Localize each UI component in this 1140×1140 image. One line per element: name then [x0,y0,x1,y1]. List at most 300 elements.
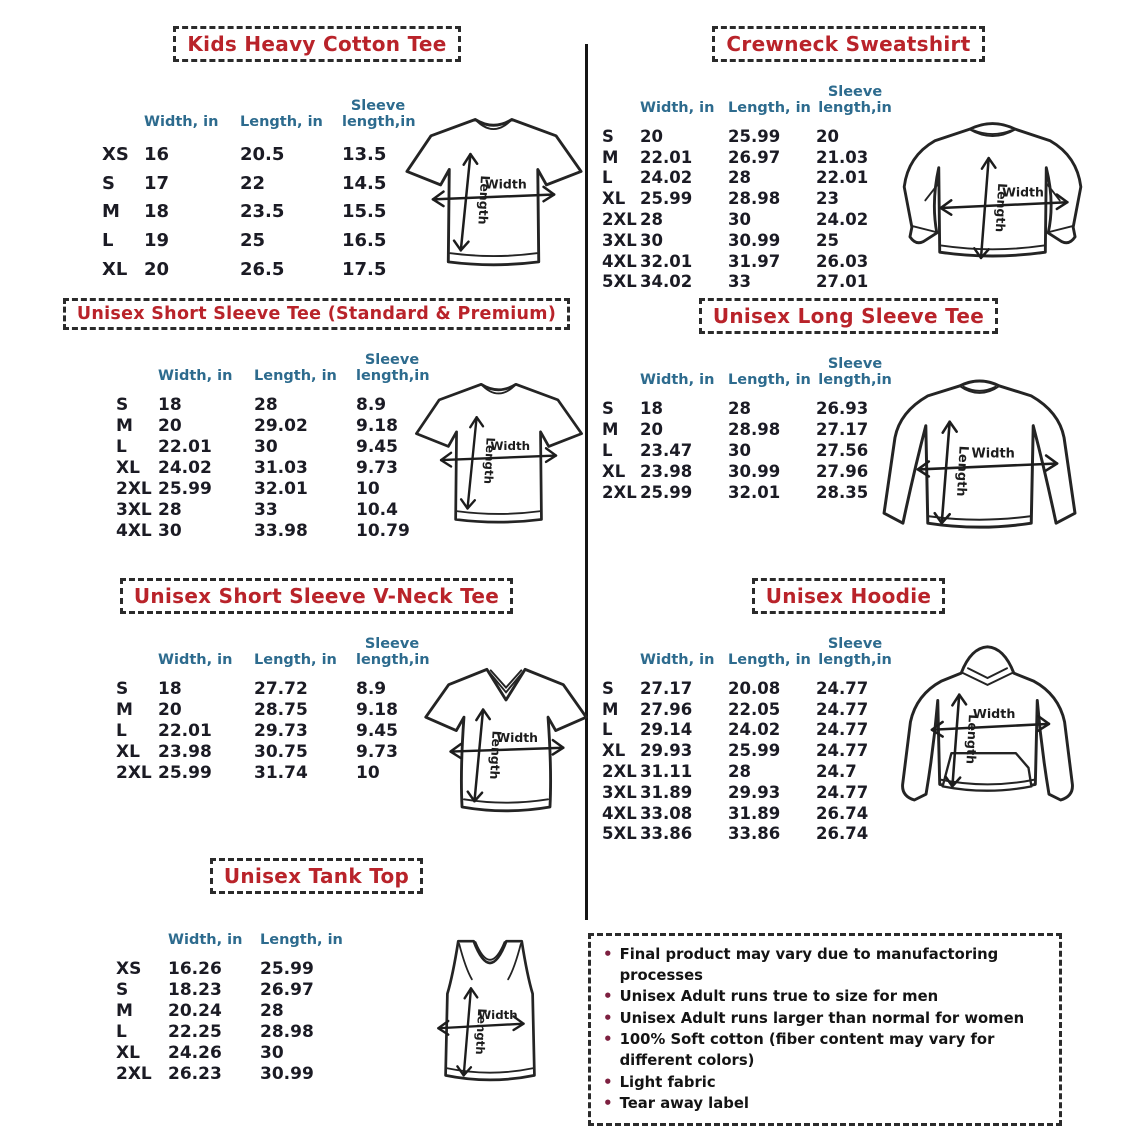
measurement-value: 28 [728,168,751,188]
size-row [602,272,894,293]
measurement-value: 30 [158,520,182,541]
measurement-value: 27.17 [640,678,693,698]
table-header-row [602,622,894,678]
size-table [116,338,428,541]
column-header: Sleeve length,in [818,635,892,668]
size-row [116,415,428,436]
garment-outline [407,119,581,264]
note-item [603,944,1047,986]
measurement-value: 20 [158,415,182,436]
section-title: Kids Heavy Cotton Tee [173,26,460,62]
measurement-value: 25.99 [640,189,693,209]
width-label: Width [1002,184,1044,200]
measurement-value: 26.74 [816,803,869,823]
measurement-value: 24.77 [816,720,869,740]
measurement-value: 28.98 [728,420,781,439]
measurement-value: 20.5 [240,143,285,165]
sweatshirt-drawing [880,112,1106,280]
section-unisex-short-sleeve-tee [58,298,575,542]
section-title: Crewneck Sweatshirt [712,26,984,62]
bullet-icon: • [603,1093,613,1112]
note-text: Light fabric [619,1073,716,1091]
measurement-value: 28 [640,210,663,230]
measurement-value: 23 [816,189,839,209]
section-content [596,342,1101,556]
column-header: Width, in [640,99,715,116]
measurement-value: 26.23 [168,1063,222,1084]
measurement-value: 20.08 [728,678,781,698]
size-row [102,198,414,227]
long-sleeve-tee-drawing [864,372,1102,556]
column-header: Width, in [168,931,243,948]
tank-top-drawing [422,930,558,1102]
size-row [602,699,894,720]
size-label: 2XL [602,210,637,230]
size-label: XL [102,259,128,281]
size-row [602,147,894,168]
table-header-row [602,70,894,126]
measurement-value: 21.03 [816,147,869,167]
size-label: L [116,436,127,457]
size-row [602,740,894,761]
measurement-value: 29.14 [640,720,693,740]
bullet-icon: • [603,1072,613,1091]
size-label: 2XL [116,1063,152,1084]
size-row [116,499,428,520]
size-label: S [102,172,115,194]
size-row [602,230,894,251]
section-content [596,70,1101,292]
tshirt-drawing [410,370,588,542]
hoodie-drawing [872,640,1104,840]
measurement-value: 29.73 [254,720,308,741]
size-row [602,482,894,503]
measurement-value: 18 [158,678,182,699]
table-header-row [116,338,428,394]
column-header: Sleeve length,in [818,83,892,116]
width-label: Width [490,439,531,454]
size-row [602,761,894,782]
size-label: M [602,699,619,719]
measurement-value: 13.5 [342,143,387,165]
measurement-value: 18 [158,394,182,415]
size-row [116,678,428,699]
size-row [116,478,428,499]
measurement-value: 25.99 [260,958,314,979]
measurement-value: 31.03 [254,457,308,478]
section-kids-heavy-cotton-tee [62,26,572,284]
measurement-value: 28 [728,399,751,418]
measurement-value: 27.96 [816,462,869,481]
length-label: Length [992,182,1011,233]
size-row [602,126,894,147]
size-row [116,457,428,478]
size-label: 2XL [602,483,637,502]
measurement-value: 22.25 [168,1021,222,1042]
measurement-value: 27.56 [816,441,869,460]
bullet-icon: • [603,1008,613,1027]
measurement-value: 20 [144,259,170,281]
size-table [602,622,894,844]
size-label: L [602,720,613,740]
size-row [116,741,428,762]
measurement-value: 24.77 [816,699,869,719]
measurement-value: 22.01 [640,147,693,167]
size-row [116,958,370,979]
size-row [102,169,414,198]
size-row [602,720,894,741]
size-row [602,398,894,419]
size-row [116,762,428,783]
column-header: Width, in [144,113,219,130]
size-row [116,1042,370,1063]
garment-outline [904,124,1081,256]
size-table [116,622,428,783]
size-table [102,70,414,284]
size-label: XL [602,462,626,481]
size-label: 2XL [116,478,152,499]
measurement-value: 18.23 [168,979,222,1000]
measurement-value: 29.93 [640,741,693,761]
measurement-value: 10 [356,762,380,783]
size-label: 4XL [116,520,152,541]
measurement-value: 9.73 [356,741,398,762]
width-label: Width [484,176,527,192]
size-label: 5XL [602,824,637,844]
column-header: Length, in [240,113,323,130]
column-header: Sleeve length,in [356,635,430,668]
size-label: 3XL [116,499,152,520]
measurement-value: 8.9 [356,678,387,699]
measurement-value: 31.89 [728,803,781,823]
section-content [58,622,575,828]
measurement-value: 26.93 [816,399,869,418]
size-label: 4XL [602,803,637,823]
column-header: Width, in [158,651,233,668]
section-crewneck-sweatshirt [596,26,1101,292]
measurement-value: 17.5 [342,259,387,281]
measurement-value: 23.47 [640,441,693,460]
length-label: Length [481,437,498,485]
measurement-value: 16 [144,143,170,165]
measurement-value: 19 [144,230,170,252]
measurement-value: 22.05 [728,699,781,719]
measurement-value: 25.99 [158,478,212,499]
measurement-value: 31.11 [640,762,693,782]
measurement-value: 25 [240,230,266,252]
width-label: Width [496,730,539,745]
size-label: M [116,1000,133,1021]
bullet-icon: • [603,987,613,1006]
size-label: S [116,979,129,1000]
measurement-value: 30.75 [254,741,308,762]
size-row [102,140,414,169]
measurement-value: 18 [640,399,663,418]
measurement-value: 29.93 [728,782,781,802]
measurement-value: 26.97 [260,979,314,1000]
size-label: 3XL [602,782,637,802]
size-row [602,461,894,482]
note-text: Tear away label [619,1094,749,1112]
measurement-value: 27.01 [816,272,869,292]
measurement-value: 33.86 [728,824,781,844]
measurement-value: 20 [158,699,182,720]
note-text: 100% Soft cotton (fiber content may vary for different colors) [619,1031,995,1070]
size-label: XL [602,189,626,209]
bullet-icon: • [603,1030,613,1049]
column-header: Width, in [640,651,715,668]
column-header: Length, in [728,651,811,668]
measurement-value: 16.26 [168,958,222,979]
measurement-value: 28 [254,394,278,415]
measurement-value: 14.5 [342,172,387,194]
measurement-value: 22.01 [158,436,212,457]
measurement-value: 22.01 [816,168,869,188]
section-title: Unisex Tank Top [210,858,423,894]
table-header-row [116,902,370,958]
measurement-value: 28 [728,762,751,782]
note-item [603,1029,1047,1071]
size-label: L [116,1021,127,1042]
size-label: 3XL [602,230,637,250]
size-label: 2XL [602,762,637,782]
measurement-value: 33 [728,272,751,292]
length-label: Length [472,1008,490,1056]
size-label: S [116,394,129,415]
measurement-value: 24.02 [640,168,693,188]
measurement-value: 26.5 [240,259,285,281]
measurement-value: 28 [260,1000,284,1021]
measurement-value: 25.99 [728,126,781,146]
size-label: XL [116,741,140,762]
size-label: 5XL [602,272,637,292]
measurement-value: 32.01 [640,251,693,271]
note-item [603,986,1047,1007]
measurement-value: 34.02 [640,272,693,292]
measurement-value: 26.97 [728,147,781,167]
section-unisex-hoodie [596,578,1101,844]
measurement-value: 30.99 [260,1063,314,1084]
size-label: XL [602,741,626,761]
size-label: L [116,720,127,741]
size-row [116,1000,370,1021]
measurement-value: 20 [816,126,839,146]
note-item [603,1008,1047,1029]
size-label: S [602,399,614,418]
size-row [602,803,894,824]
measurement-value: 28.75 [254,699,308,720]
measurement-value: 28 [158,499,182,520]
section-unisex-tank-top [58,858,575,1102]
measurement-value: 27.72 [254,678,308,699]
measurement-value: 9.73 [356,457,398,478]
size-label: M [602,147,619,167]
size-label: S [602,678,614,698]
note-text: Unisex Adult runs true to size for men [619,988,939,1006]
measurement-value: 27.96 [640,699,693,719]
size-row [116,520,428,541]
size-label: 4XL [602,251,637,271]
measurement-value: 29.02 [254,415,308,436]
note-text: Final product may vary due to manufactoring processes [619,946,999,985]
size-label: L [602,441,613,460]
size-label: XS [116,958,142,979]
size-row [602,209,894,230]
measurement-value: 23.5 [240,201,285,223]
column-header: Length, in [254,651,337,668]
measurement-value: 8.9 [356,394,387,415]
size-row [602,188,894,209]
measurement-value: 30.99 [728,230,781,250]
size-row [602,440,894,461]
size-label: M [116,699,133,720]
measurement-value: 26.03 [816,251,869,271]
measurement-value: 20 [640,420,663,439]
measurement-value: 25.99 [640,483,693,502]
measurement-value: 18 [144,201,170,223]
length-label: Length [487,730,505,780]
measurement-value: 31.74 [254,762,308,783]
column-header: Sleeve length,in [818,355,892,388]
measurement-value: 24.26 [168,1042,222,1063]
size-label: XL [116,1042,140,1063]
size-table [602,342,894,503]
section-content [58,338,575,542]
measurement-value: 32.01 [254,478,308,499]
size-row [116,394,428,415]
measurement-value: 30 [260,1042,284,1063]
measurement-value: 24.77 [816,782,869,802]
measurement-value: 30 [728,210,751,230]
section-title: Unisex Long Sleeve Tee [699,298,998,334]
measurement-value: 15.5 [342,201,387,223]
size-row [116,979,370,1000]
width-label: Width [972,706,1016,722]
size-label: S [602,126,614,146]
size-row [102,226,414,255]
size-row [116,720,428,741]
section-title: Unisex Short Sleeve Tee (Standard & Premium) [63,298,570,330]
section-content [62,70,572,284]
measurement-value: 17 [144,172,170,194]
column-header: Length, in [728,371,811,388]
measurement-value: 33.98 [254,520,308,541]
section-title: Unisex Hoodie [752,578,946,614]
width-label: Width [478,1008,518,1023]
section-content [596,622,1101,844]
measurement-value: 31.89 [640,782,693,802]
column-header: Length, in [728,99,811,116]
measurement-value: 10.4 [356,499,398,520]
measurement-value: 30 [254,436,278,457]
size-row [602,251,894,272]
measurement-value: 25 [816,230,839,250]
bullet-icon: • [603,945,613,963]
measurement-value: 9.18 [356,699,398,720]
measurement-value: 30 [640,230,663,250]
measurement-value: 33 [254,499,278,520]
size-row [116,699,428,720]
table-header-row [602,342,894,398]
column-header: Length, in [260,931,343,948]
measurement-value: 10.79 [356,520,410,541]
measurement-value: 20.24 [168,1000,222,1021]
measurement-value: 24.7 [816,762,857,782]
measurement-value: 24.02 [816,210,869,230]
length-label: Length [952,445,971,497]
note-item [603,1072,1047,1093]
measurement-value: 23.98 [640,462,693,481]
size-label: S [116,678,129,699]
measurement-value: 10 [356,478,380,499]
size-row [602,168,894,189]
size-row [602,782,894,803]
column-header: Width, in [158,367,233,384]
table-header-row [116,622,428,678]
size-row [116,436,428,457]
section-content [58,902,575,1102]
measurement-value: 16.5 [342,230,387,252]
size-label: L [602,168,613,188]
measurement-value: 24.77 [816,678,869,698]
measurement-value: 20 [640,126,663,146]
section-unisex-long-sleeve-tee [596,298,1101,556]
size-label: L [102,230,114,252]
size-row [116,1021,370,1042]
measurement-value: 24.77 [816,741,869,761]
measurement-value: 33.08 [640,803,693,823]
measurement-value: 24.02 [158,457,212,478]
table-header-row [102,70,414,140]
measurement-value: 28.35 [816,483,869,502]
measurement-value: 25.99 [158,762,212,783]
tshirt-drawing [400,106,588,284]
column-header: Sleeve length,in [342,97,416,130]
measurement-value: 30.99 [728,462,781,481]
length-label: Length [963,713,981,765]
measurement-value: 33.86 [640,824,693,844]
size-label: 2XL [116,762,152,783]
measurement-value: 24.02 [728,720,781,740]
size-row [602,419,894,440]
size-table [116,902,370,1084]
size-label: XL [116,457,140,478]
measurement-value: 9.45 [356,720,398,741]
size-label: M [102,201,120,223]
measurement-value: 22.01 [158,720,212,741]
section-title: Unisex Short Sleeve V-Neck Tee [120,578,513,614]
size-row [602,824,894,845]
product-notes-box [588,933,1062,1126]
section-unisex-vneck-tee [58,578,575,828]
note-item [603,1093,1047,1114]
note-text: Unisex Adult runs larger than normal for women [619,1009,1025,1027]
size-label: XS [102,143,129,165]
measurement-value: 9.18 [356,415,398,436]
column-header: Length, in [254,367,337,384]
measurement-value: 32.01 [728,483,781,502]
measurement-value: 25.99 [728,741,781,761]
width-label: Width [971,446,1015,462]
column-header: Sleeve length,in [356,351,430,384]
measurement-value: 22 [240,172,266,194]
measurement-value: 9.45 [356,436,398,457]
measurement-value: 28.98 [728,189,781,209]
column-header: Width, in [640,371,715,388]
size-row [116,1063,370,1084]
size-row [102,255,414,284]
measurement-value: 23.98 [158,741,212,762]
